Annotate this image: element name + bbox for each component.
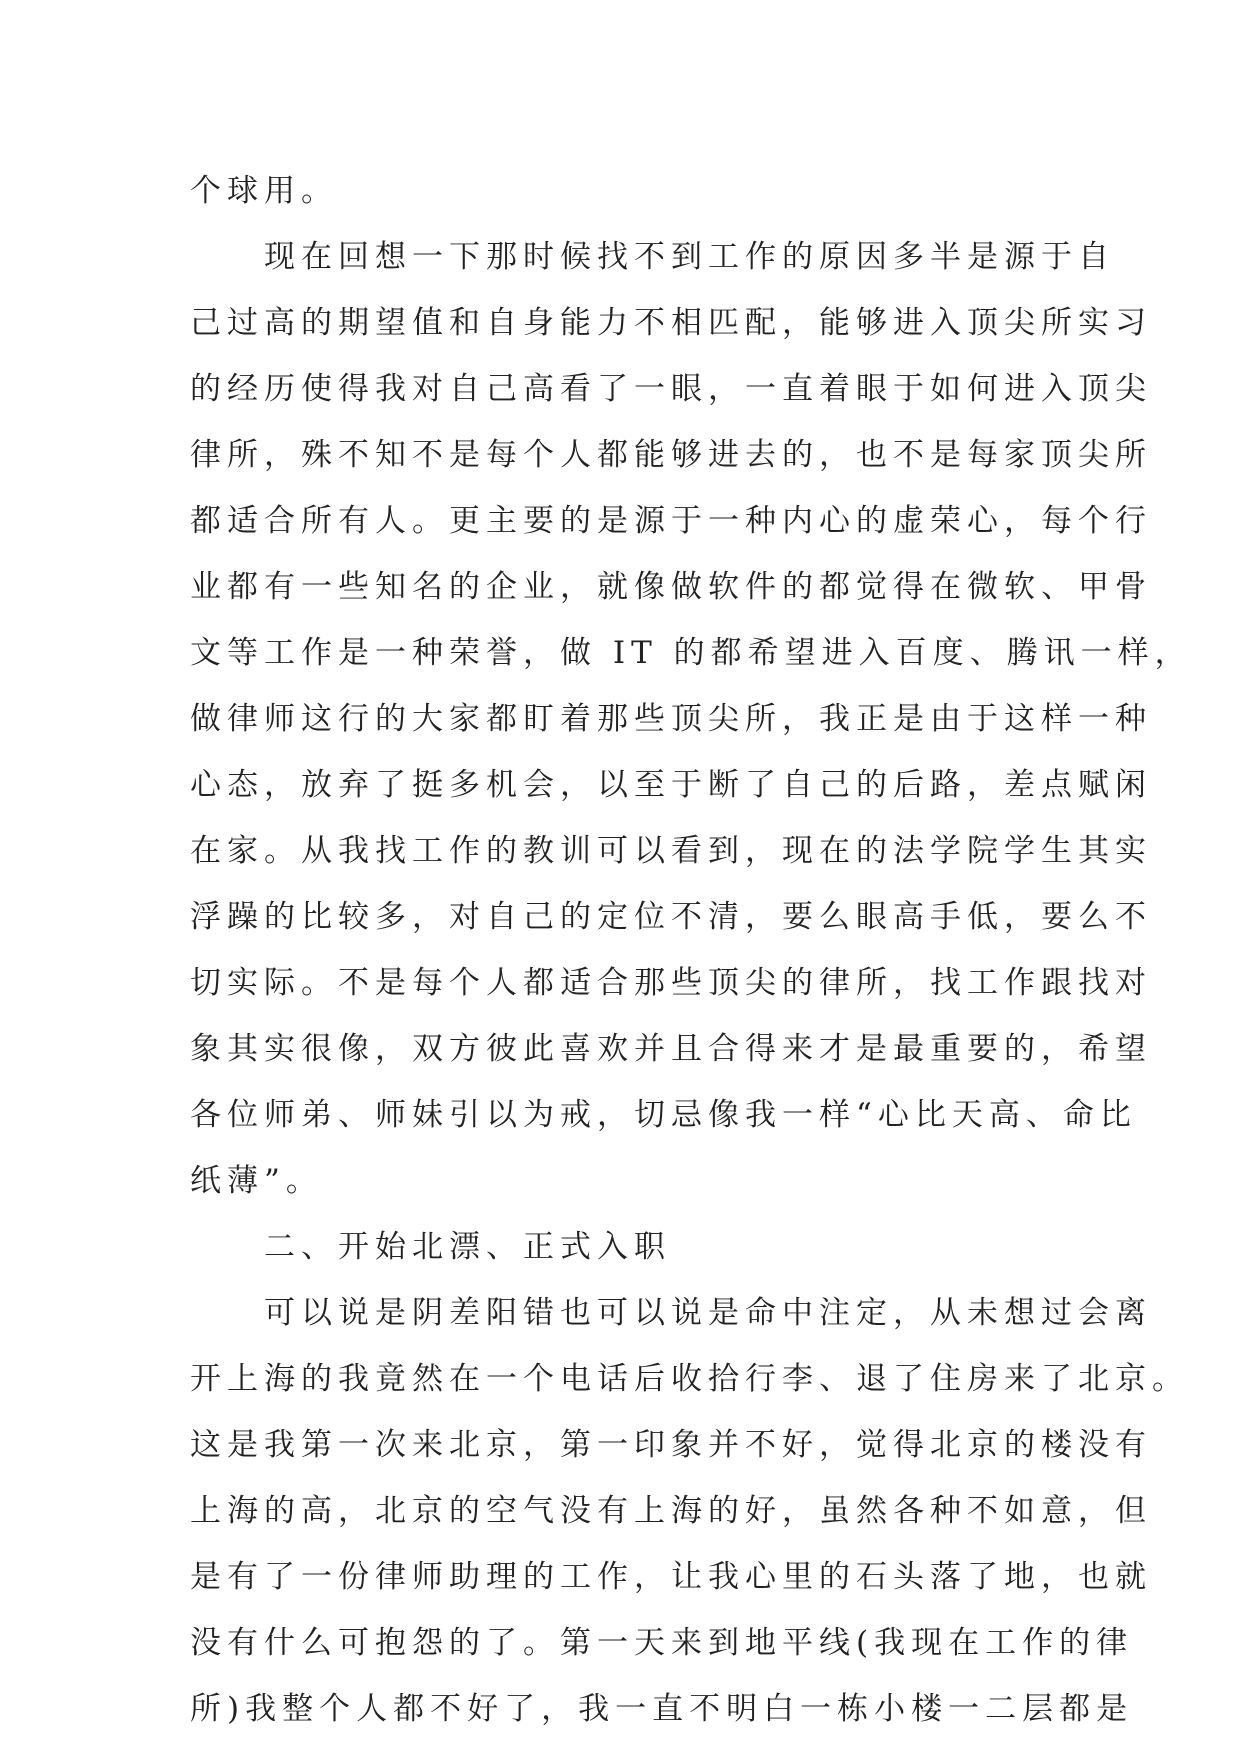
text-line: 己过高的期望值和自身能力不相匹配，能够进入顶尖所实习 — [190, 305, 1152, 341]
text-line: 切实际。不是每个人都适合那些顶尖的律所，找工作跟找对 — [190, 965, 1152, 1001]
text-line: 所)我整个人都不好了，我一直不明白一栋小楼一二层都是 — [190, 1691, 1134, 1727]
text-line: 这是我第一次来北京，第一印象并不好，觉得北京的楼没有 — [190, 1427, 1152, 1463]
text-line: 业都有一些知名的企业，就像做软件的都觉得在微软、甲骨 — [190, 569, 1152, 605]
text-line: 是有了一份律师助理的工作，让我心里的石头落了地，也就 — [190, 1559, 1152, 1595]
text-line: 现在回想一下那时候找不到工作的原因多半是源于自 — [190, 239, 1115, 275]
body-text — [190, 158, 1192, 1742]
text-line: 纸薄”。 — [190, 1163, 323, 1199]
text-line: 可以说是阴差阳错也可以说是命中注定，从未想过会离 — [190, 1295, 1152, 1331]
text-line: 都适合所有人。更主要的是源于一种内心的虚荣心，每个行 — [190, 503, 1152, 539]
text-line: 浮躁的比较多，对自己的定位不清，要么眼高手低，要么不 — [190, 899, 1152, 935]
text-line: 上海的高，北京的空气没有上海的好，虽然各种不如意，但 — [190, 1493, 1152, 1529]
text-line: 心态，放弃了挺多机会，以至于断了自己的后路，差点赋闲 — [190, 767, 1152, 803]
text-line: 律所，殊不知不是每个人都能够进去的，也不是每家顶尖所 — [190, 437, 1152, 473]
text-line: 个球用。 — [190, 173, 338, 209]
text-line: 做律师这行的大家都盯着那些顶尖所，我正是由于这样一种 — [190, 701, 1152, 737]
text-line: 的经历使得我对自己高看了一眼，一直着眼于如何进入顶尖 — [190, 371, 1152, 407]
text-line: 象其实很像，双方彼此喜欢并且合得来才是最重要的，希望 — [190, 1031, 1152, 1067]
section-heading: 二、开始北漂、正式入职 — [190, 1229, 671, 1265]
text-line: 各位师弟、师妹引以为戒，切忌像我一样“心比天高、命比 — [190, 1097, 1137, 1133]
text-line: 开上海的我竟然在一个电话后收拾行李、退了住房来了北京。 — [190, 1361, 1189, 1397]
text-line: 文等工作是一种荣誉，做 IT 的都希望进入百度、腾讯一样， — [190, 635, 1192, 671]
text-line: 没有什么可抱怨的了。第一天来到地平线(我现在工作的律 — [190, 1625, 1134, 1661]
text-line: 在家。从我找工作的教训可以看到，现在的法学院学生其实 — [190, 833, 1152, 869]
